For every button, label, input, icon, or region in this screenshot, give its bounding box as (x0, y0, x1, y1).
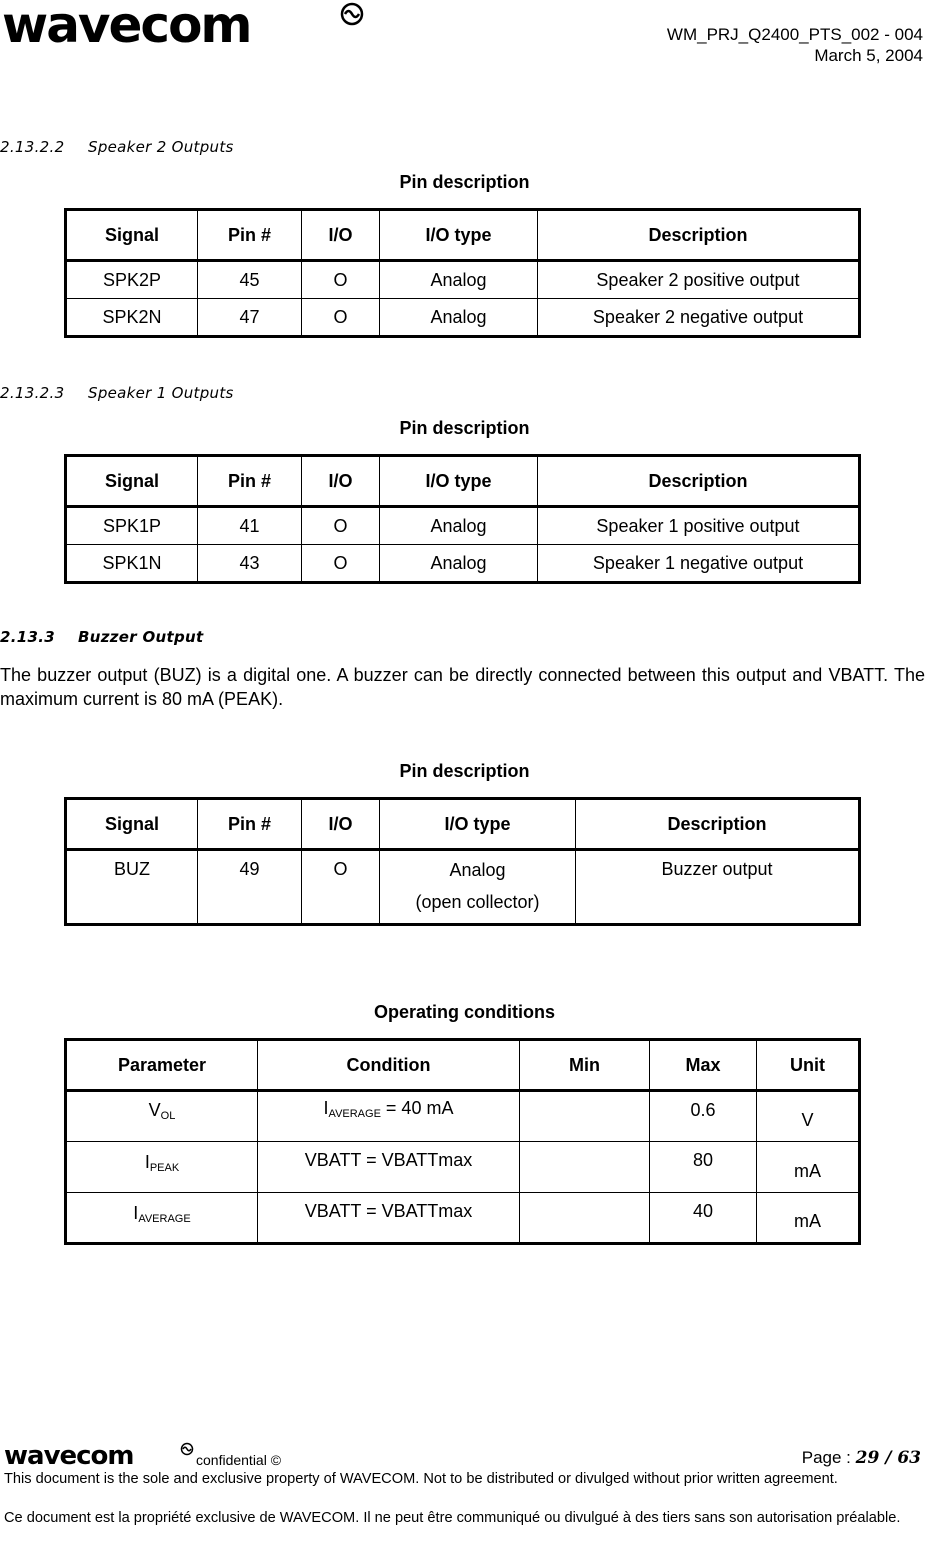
column-header: Min (520, 1040, 650, 1091)
cell-signal: BUZ (66, 850, 198, 925)
cell-pin: 47 (198, 299, 302, 337)
column-header: Pin # (198, 456, 302, 507)
column-header: Condition (258, 1040, 520, 1091)
speaker2-pin-table (64, 208, 861, 338)
cell-parameter (66, 1193, 258, 1244)
doc-ref: WM_PRJ_Q2400_PTS_002 - 004 (666, 25, 923, 44)
cell-io-type: Analog (380, 261, 538, 299)
cond-text: VBATT = VBATTmax (304, 1201, 473, 1221)
column-header: I/O (302, 799, 380, 850)
column-header: Signal (66, 210, 198, 261)
cell-signal: SPK2P (66, 261, 198, 299)
table-row (66, 1091, 860, 1142)
table-row (66, 1142, 860, 1193)
section-title: Speaker 1 Outputs (88, 384, 234, 402)
column-header: Max (650, 1040, 757, 1091)
column-header: Description (576, 799, 860, 850)
cell-min (520, 1142, 650, 1193)
table-row (66, 261, 860, 299)
table-caption: Pin description (399, 761, 530, 781)
section-number: 2.13.3 (0, 628, 55, 646)
param-symbol: I (133, 1203, 139, 1223)
column-header: Signal (66, 456, 198, 507)
cell-pin: 41 (198, 507, 302, 545)
svg-text:wavecom: wavecom (4, 1442, 134, 1466)
io-type-line: (open collector) (415, 892, 540, 912)
table-caption: Pin description (399, 418, 530, 438)
cell-io-type: Analog (380, 507, 538, 545)
column-header: Pin # (198, 210, 302, 261)
cond-value: = 40 mA (380, 1098, 454, 1118)
cell-condition (258, 1142, 520, 1193)
cell-description: Speaker 1 negative output (538, 545, 860, 583)
section-number: 2.13.2.2 (0, 138, 65, 156)
table-row (66, 299, 860, 337)
cell-condition (258, 1091, 520, 1142)
cell-min (520, 1193, 650, 1244)
cell-io: O (302, 850, 380, 925)
param-subscript: OL (160, 1110, 176, 1122)
cell-io: O (302, 545, 380, 583)
cond-subscript: AVERAGE (328, 1108, 381, 1120)
wavecom-logo (2, 2, 364, 46)
cell-unit: V (757, 1091, 860, 1142)
cell-description: Speaker 1 positive output (538, 507, 860, 545)
column-header: I/O type (380, 799, 576, 850)
wavecom-logo-footer (4, 1442, 194, 1466)
cell-io-type (380, 850, 576, 925)
footer-notice-french: Ce document est la propriété exclusive de WAVECOM. Il ne peut être communiqué ou divulgué à des tiers sans son autorisation préalable. (4, 1510, 901, 1526)
cell-pin: 45 (198, 261, 302, 299)
cell-pin: 49 (198, 850, 302, 925)
section-title: Buzzer Output (78, 628, 204, 646)
cond-text: VBATT = VBATTmax (304, 1150, 473, 1170)
column-header: I/O type (380, 210, 538, 261)
speaker1-pin-table (64, 454, 861, 584)
cell-unit: mA (757, 1142, 860, 1193)
cell-pin: 43 (198, 545, 302, 583)
cell-description: Speaker 2 positive output (538, 261, 860, 299)
cell-io-type: Analog (380, 299, 538, 337)
cond-symbol: I (323, 1098, 329, 1118)
param-subscript: AVERAGE (138, 1213, 191, 1225)
cell-max: 40 (650, 1193, 757, 1244)
column-header: Description (538, 210, 860, 261)
cell-condition (258, 1193, 520, 1244)
param-symbol: I (144, 1152, 150, 1172)
cell-description: Speaker 2 negative output (538, 299, 860, 337)
document-reference (667, 24, 923, 66)
column-header: I/O (302, 456, 380, 507)
cell-unit: mA (757, 1193, 860, 1244)
footer-notice-english: This document is the sole and exclusive property of WAVECOM. Not to be distributed or divulged without prior written agreement. (4, 1471, 838, 1487)
cell-parameter (66, 1091, 258, 1142)
cell-max: 80 (650, 1142, 757, 1193)
cell-description: Buzzer output (576, 850, 860, 925)
page-number (802, 1448, 921, 1468)
table-row (66, 545, 860, 583)
buzzer-pin-table (64, 797, 861, 926)
table-row (66, 1193, 860, 1244)
column-header: Unit (757, 1040, 860, 1091)
table-row (66, 507, 860, 545)
cell-max: 0.6 (650, 1091, 757, 1142)
column-header: Parameter (66, 1040, 258, 1091)
column-header: Description (538, 456, 860, 507)
buzzer-paragraph: The buzzer output (BUZ) is a digital one. A buzzer can be directly connected between this output and VBATT. The maximum current is 80 mA (PEAK). (0, 665, 925, 709)
table-row (66, 850, 860, 925)
cell-io: O (302, 507, 380, 545)
io-type-line: Analog (449, 860, 506, 880)
table-caption: Operating conditions (373, 1002, 555, 1022)
section-heading-speaker1 (0, 384, 234, 402)
page-label: Page : (801, 1448, 856, 1467)
param-subscript: PEAK (149, 1162, 180, 1174)
operating-conditions-table (64, 1038, 861, 1245)
page-count: 29 / 63 (855, 1448, 921, 1468)
table-caption: Pin description (399, 172, 530, 192)
cell-parameter (66, 1142, 258, 1193)
cell-io: O (302, 299, 380, 337)
confidential-label: confidential © (196, 1452, 282, 1468)
cell-signal: SPK1P (66, 507, 198, 545)
cell-min (520, 1091, 650, 1142)
section-title: Speaker 2 Outputs (88, 138, 234, 156)
section-heading-speaker2 (0, 138, 234, 156)
cell-signal: SPK2N (66, 299, 198, 337)
column-header: I/O type (380, 456, 538, 507)
column-header: Signal (66, 799, 198, 850)
svg-text:wavecom: wavecom (2, 2, 251, 46)
param-symbol: V (148, 1100, 161, 1120)
section-heading-buzzer (0, 628, 203, 646)
section-number: 2.13.2.3 (0, 384, 65, 402)
doc-date: March 5, 2004 (814, 46, 923, 65)
cell-signal: SPK1N (66, 545, 198, 583)
column-header: I/O (302, 210, 380, 261)
column-header: Pin # (198, 799, 302, 850)
cell-io: O (302, 261, 380, 299)
cell-io-type: Analog (380, 545, 538, 583)
